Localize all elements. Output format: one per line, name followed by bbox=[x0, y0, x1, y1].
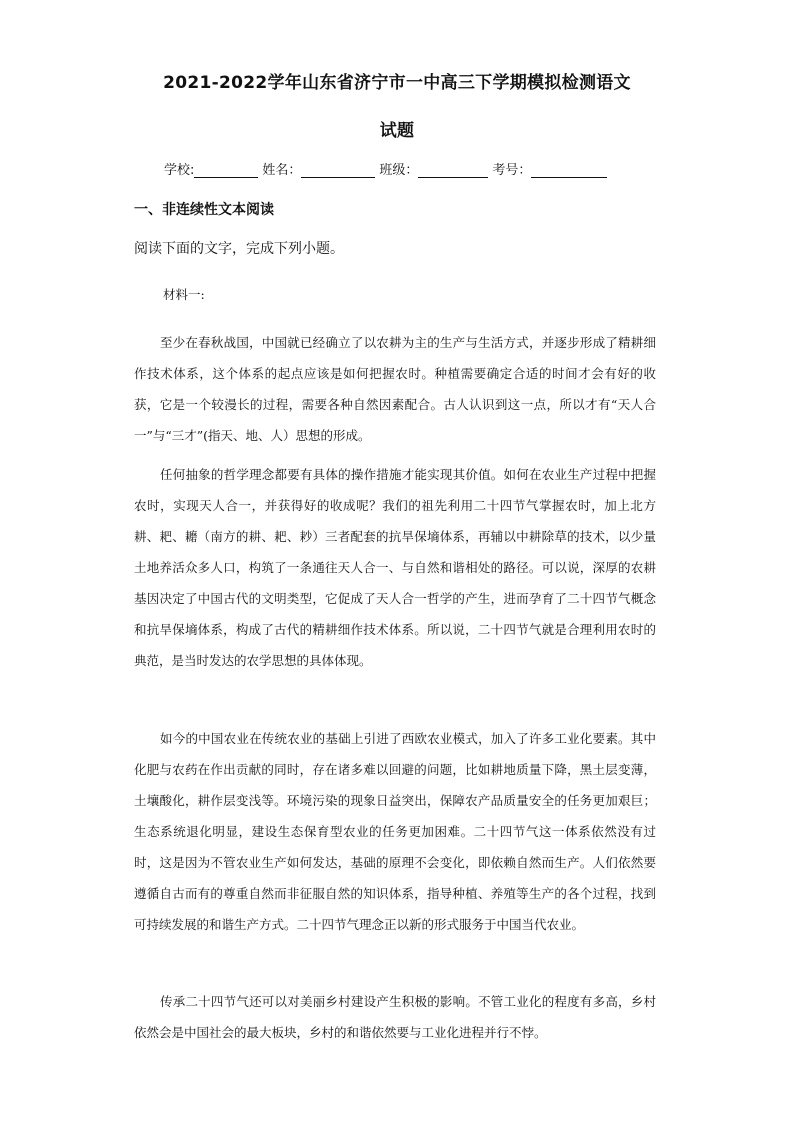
paragraph-4: 传承二十四节气还可以对美丽乡村建设产生积极的影响。不管工业化的程度有多高，乡村依然会是中国社会的最大板块，乡村的和谐依然要与工业化进程并行不悖。 bbox=[134, 994, 656, 1040]
paragraph-1: 至少在春秋战国，中国就已经确立了以农耕为主的生产与生活方式，并逐步形成了精耕细作技术体系，这个体系的起点应该是如何把握农时。种植需要确定合适的时间才会有好的收获，它是一个较漫长的过程，需要各种自然因素配合。古人认识到这一点，所以才有“天人合一”与“三才”(指天、地、人）思想的形成。 bbox=[134, 335, 656, 443]
school-label: 学校: bbox=[164, 163, 195, 178]
paragraph-2: 任何抽象的哲学理念都要有具体的操作措施才能实现其价值。如何在农业生产过程中把握农时，实现天人合一，并获得好的收成呢？我们的祖先利用二十四节气掌握农时，加上北方耕、耙、耱（南方的耕、耙、耖）三者配套的抗旱保墒体系，再辅以中耕除草的技术，以少量土地养活众多人口，构筑了一条通往天人合一、与自然和谐相处的路径。可以说，深厚的农耕基因决定了中国古代的文明类型，它促成了天人合一哲学的产生，进而孕育了二十四节气概念和抗旱保墒体系，构成了古代的精耕细作技术体系。所以说，二十四节气就是合理利用农时的典范，是当时发达的农学思想的具体体现。 bbox=[134, 467, 656, 668]
reading-instruction: 阅读下面的文字，完成下列小题。 bbox=[134, 241, 344, 257]
exam-number-label: 考号： bbox=[492, 163, 532, 178]
name-blank bbox=[301, 165, 375, 178]
student-info-row bbox=[164, 159, 611, 178]
document-title-line-2: 试题 bbox=[379, 121, 415, 141]
section-heading: 一、非连续性文本阅读 bbox=[134, 202, 274, 218]
paragraph-3: 如今的中国农业在传统农业的基础上引进了西欧农业模式，加入了许多工业化要素。其中化肥与农药在作出贡献的同时，存在诸多难以回避的问题，比如耕地质量下降，黑土层变薄，土壤酸化，耕作层变浅等。环境污染的现象日益突出，保障农产品质量安全的任务更加艰巨；生态系统退化明显，建设生态保育型农业的任务更加困难。二十四节气这一体系依然没有过时，这是因为不管农业生产如何发达，基础的原理不会变化，即依赖自然而生产。人们依然要遵循自古而有的尊重自然而非征服自然的知识体系，指导种植、养殖等生产的各个过程，找到可持续发展的和谐生产方式。二十四节气理念正以新的形式服务于中国当代农业。 bbox=[134, 731, 656, 932]
material-label: 材料一: bbox=[163, 287, 205, 302]
name-label: 姓名： bbox=[262, 163, 302, 178]
document-title-line-1: 2021-2022学年山东省济宁市一中高三下学期模拟检测语文 bbox=[163, 73, 631, 93]
exam-number-blank bbox=[531, 165, 607, 178]
class-label: 班级： bbox=[379, 163, 419, 178]
school-blank bbox=[194, 165, 258, 178]
class-blank bbox=[418, 165, 488, 178]
